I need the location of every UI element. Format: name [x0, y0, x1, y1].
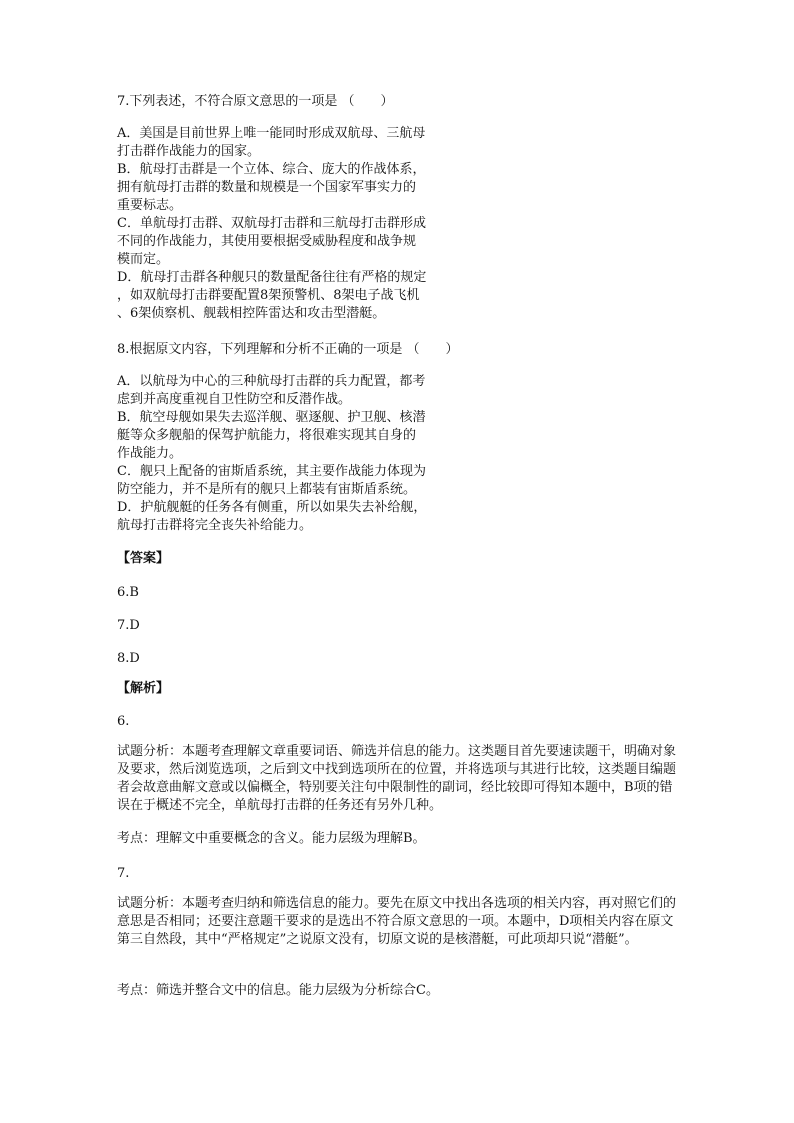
question-8-options [117, 373, 457, 535]
answer-item-8: 8.D [117, 651, 140, 666]
question-7-stem: 7.下列表述，不符合原文意思的一项是 （ ） [117, 94, 394, 109]
q8-option-c-line-2: 防空能力，并不是所有的舰只上都装有宙斯盾系统。 [117, 482, 417, 497]
q7-option-b-line-3: 重要标志。 [117, 198, 183, 213]
q8-option-b-line-2: 艇等众多舰船的保驾护航能力，将很难实现其自身的 [117, 428, 417, 443]
answer-item-7: 7.D [117, 618, 140, 633]
q8-option-a-line-2: 虑到并高度重视自卫性防空和反潜作战。 [117, 392, 352, 407]
answer-heading: 【答案】 [117, 551, 170, 566]
q7-option-c-line-2: 不同的作战能力，其使用要根据受威胁程度和战争规 [117, 234, 417, 249]
q7-option-b-line-2: 拥有航母打击群的数量和规模是一个国家军事实力的 [117, 180, 417, 195]
q8-option-d-line-2: 航母打击群将完全丧失补给能力。 [117, 518, 313, 533]
analysis-q7-point: 考点：筛选并整合文中的信息。能力层级为分析综合C。 [117, 983, 439, 998]
q7-option-d-line-1: D．航母打击群各种舰只的数量配备往往有严格的规定 [117, 270, 427, 285]
q8-option-b-line-1: B．航空母舰如果失去巡洋舰、驱逐舰、护卫舰、核潜 [117, 410, 426, 425]
analysis-q6-text: 试题分析：本题考查理解文章重要词语、筛选并信息的能力。这类题目首先要速读题干，明确对象及要求，然后浏览选项，之后到文中找到选项所在的位置，并将选项与其进行比较，这类题目编题者会故意曲解文意或以偏概全，特别要关注句中限制性的副词，经比较即可得知本题中，B项的错误在于概述不完全，单航母打击群的任务还有另外几种。 [117, 744, 677, 813]
q7-option-c-line-3: 模而定。 [117, 252, 170, 267]
question-8-stem: 8.根据原文内容，下列理解和分析不正确的一项是 （ ） [117, 342, 459, 357]
analysis-q6-number: 6. [117, 714, 130, 729]
q7-option-c-line-1: C．单航母打击群、双航母打击群和三航母打击群形成 [117, 216, 426, 231]
q8-option-b-line-3: 作战能力。 [117, 446, 183, 461]
q8-option-d-line-1: D．护航舰艇的任务各有侧重，所以如果失去补给舰， [117, 500, 427, 515]
q8-option-c-line-1: C．舰只上配备的宙斯盾系统，其主要作战能力体现为 [117, 464, 426, 479]
analysis-heading: 【解析】 [117, 681, 170, 696]
q7-option-a-line-1: A．美国是目前世界上唯一能同时形成双航母、三航母 [117, 126, 426, 141]
answer-item-6: 6.B [117, 585, 139, 600]
q8-option-a-line-1: A．以航母为中心的三种航母打击群的兵力配置，都考 [117, 374, 426, 389]
q7-option-a-line-2: 打击群作战能力的国家。 [117, 144, 261, 159]
analysis-q7-number: 7. [117, 866, 130, 881]
q7-option-b-line-1: B．航母打击群是一个立体、综合、庞大的作战体系， [117, 162, 426, 177]
analysis-q7-text: 试题分析：本题考查归纳和筛选信息的能力。要先在原文中找出各选项的相关内容，再对照它们的意思是否相同；还要注意题干要求的是选出不符合原文意思的一项。本题中，D项相关内容在原文第三自然段，其中“严格规定”之说原文没有，切原文说的是核潜艇，可此项却只说“潜艇”。 [117, 896, 677, 947]
q7-option-d-line-2: ，如双航母打击群要配置8架预警机、8架电子战飞机 [117, 288, 420, 303]
question-7-options [117, 125, 457, 323]
analysis-q6-point: 考点：理解文中重要概念的含义。能力层级为理解B。 [117, 831, 426, 846]
q7-option-d-line-3: 、6架侦察机、舰载相控阵雷达和攻击型潜艇。 [117, 306, 386, 321]
